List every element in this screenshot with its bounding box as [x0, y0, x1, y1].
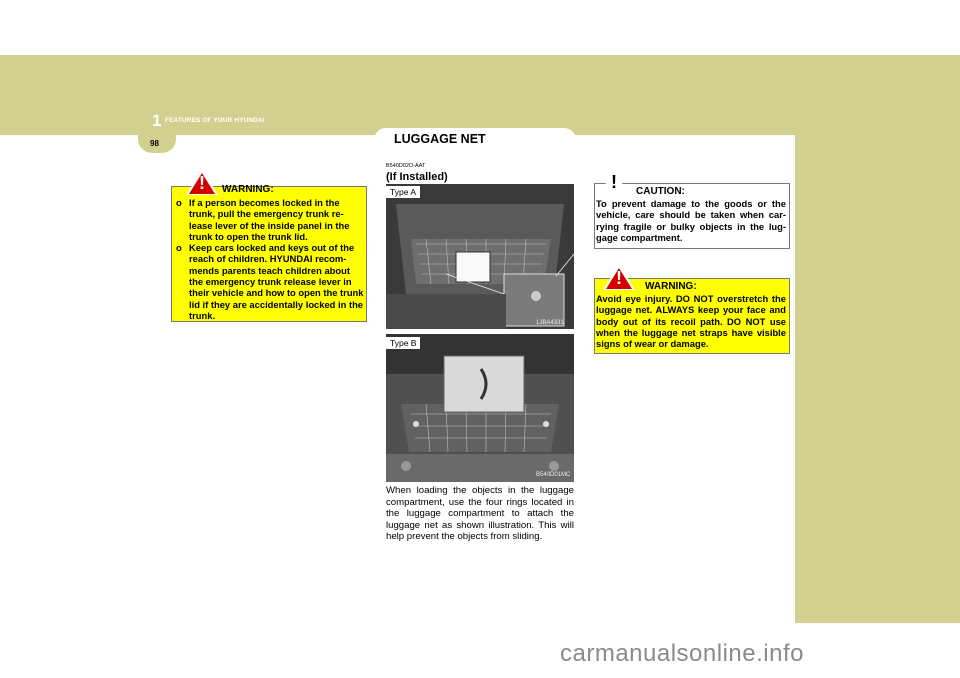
warning-heading: WARNING: — [222, 184, 274, 195]
bullet: o — [176, 197, 182, 208]
photo-label-type-b: Type B — [386, 337, 420, 349]
chapter-title: FEATURES OF YOUR HYUNDAI — [165, 117, 265, 124]
caution-heading: CAUTION: — [636, 186, 685, 197]
warning-list — [176, 197, 364, 321]
bullet: o — [176, 242, 182, 254]
warning-item-text: If a person becomes locked in the trunk, pull the emergency trunk re-lease lever of the inside panel in the trunk to open the trunk lid. — [189, 197, 350, 242]
side-band — [795, 55, 960, 623]
subtitle: (If Installed) — [386, 171, 448, 183]
warning-heading: WARNING: — [645, 281, 697, 292]
page-number: 98 — [150, 139, 159, 148]
photo-label-type-a: Type A — [386, 186, 420, 198]
list-item — [176, 242, 364, 321]
trunk-net-illustration-b — [386, 334, 574, 482]
net-warning-text: Avoid eye injury. DO NOT overstretch the luggage net. ALWAYS keep your face and body out of its recoil path. DO NOT use when the luggage net straps have visible signs of wear or damage. — [596, 293, 786, 350]
section-code: B540D02O-AAT — [386, 163, 426, 169]
section-title: LUGGAGE NET — [394, 132, 486, 146]
list-item — [176, 197, 364, 242]
exclamation-icon: ! — [199, 173, 205, 193]
caution-exclamation-icon: ! — [611, 172, 617, 192]
photo-code-b: B540D01MC — [536, 472, 571, 478]
trunk-photo-type-a — [386, 184, 574, 329]
caution-text: To prevent damage to the goods or the vehicle, care should be taken when car-rying fragile or bulky objects in the lug-gage compartment. — [596, 198, 786, 243]
warning-item-text: Keep cars locked and keys out of the reach of children. HYUNDAI recom-mends parents teach children about the emergency trunk release lever in their vehicle and how to open the trunk lid if they are accidentally locked in the trunk. — [189, 242, 364, 321]
trunk-net-illustration-a — [386, 184, 574, 329]
watermark: carmanualsonline.info — [560, 640, 804, 667]
exclamation-icon: ! — [616, 268, 622, 288]
trunk-photo-type-b — [386, 334, 574, 482]
photo-code-a: 1JBA4331 — [536, 320, 564, 326]
chapter-number: 1 — [152, 111, 162, 130]
body-paragraph: When loading the objects in the luggage compartment, use the four rings located in the luggage compartment to attach the luggage net as shown illustration. This will help prevent the objects from sliding. — [386, 485, 574, 543]
